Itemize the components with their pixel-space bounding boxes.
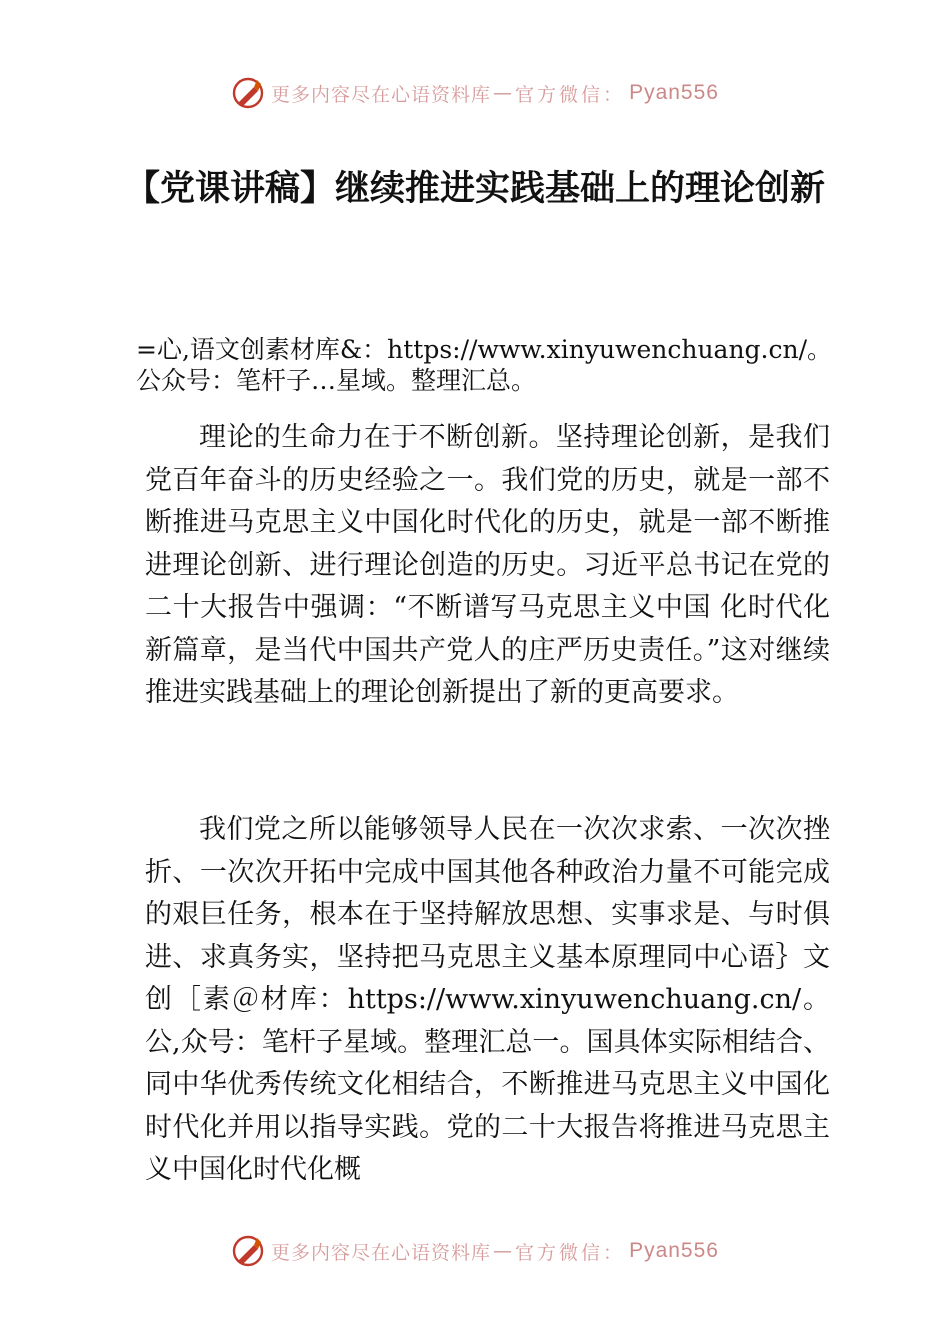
watermark-label: 官方微信： xyxy=(515,1241,626,1264)
pen-logo-icon xyxy=(231,1234,265,1268)
watermark-id: Pyan556 xyxy=(629,1239,719,1262)
header-watermark xyxy=(0,68,950,118)
paragraph: 我们党之所以能够领导人民在一次次求索、一次次挫折、一次次开拓中完成中国其他各种政治力量不可能完成的艰巨任务，根本在于坚持解放思想、实事求是、与时俱进、求真务实，坚持把马克思主义基本原理同中心语｝文创［素＠材库：https://www.xinyuwenchuang.cn/。公,众号：笔杆子星域。整理汇总一。国具体实际相结合、同中华优秀传统文化相结合，不断推进马克思主义中国化时代化并用以指导实践。党的二十大报告将推进马克思主义中国化时代化概 xyxy=(145,814,830,1185)
watermark-text: 更多内容尽在心语资料库 xyxy=(271,83,492,106)
page-title: 【党课讲稿】继续推进实践基础上的理论创新 xyxy=(124,169,825,209)
watermark-text: 更多内容尽在心语资料库 xyxy=(271,1241,492,1264)
watermark-separator: — xyxy=(493,1240,514,1262)
pen-logo-icon xyxy=(231,76,265,110)
watermark-label: 官方微信： xyxy=(515,83,626,106)
source-line: =心,语文创素材库&：https://www.xinyuwenchuang.cn/。公众号：笔杆子…星域。整理汇总。 xyxy=(136,335,833,395)
footer-watermark xyxy=(0,1226,950,1276)
watermark-separator: — xyxy=(493,82,514,104)
paragraph: 理论的生命力在于不断创新。坚持理论创新，是我们党百年奋斗的历史经验之一。我们党的历史，就是一部不断推进马克思主义中国化时代化的历史，就是一部不断推进理论创新、进行理论创造的历史。习近平总书记在党的二十大报告中强调：“不断谱写马克思主义中国 化时代化新篇章，是当代中国共产党人的庄严历史责任。”这对继续推进实践基础上的理论创新提出了新的更高要求。 xyxy=(145,422,830,708)
watermark-id: Pyan556 xyxy=(629,81,719,104)
